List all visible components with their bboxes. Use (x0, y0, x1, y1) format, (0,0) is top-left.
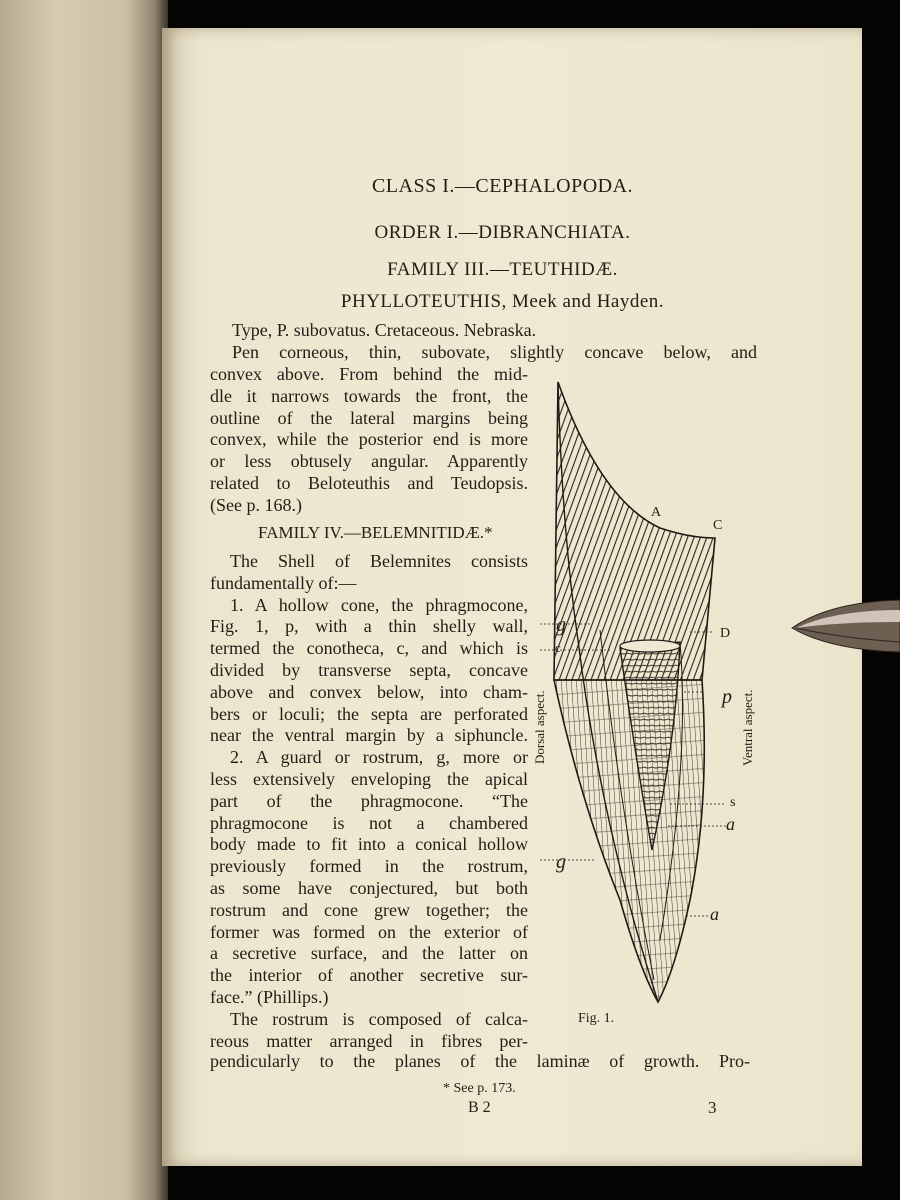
text-line: as some have conjectured, but both (210, 877, 528, 898)
text-line: The rostrum is composed of calca- (230, 1008, 528, 1029)
last-line: pendicularly to the planes of the laminæ of growth. Pro- (210, 1051, 750, 1071)
pen-paragraph (210, 364, 528, 517)
text-line: part of the phragmocone. “The (210, 790, 528, 811)
belemnite-illustration (540, 380, 770, 1020)
left-page-edge (0, 0, 168, 1200)
type-line: Type, P. subovatus. Cretaceous. Nebraska. (232, 320, 537, 340)
text-line: face.” (Phillips.) (210, 986, 329, 1007)
belemnite-figure (540, 380, 770, 1020)
text-line: body made to fit into a conical hollow (210, 834, 528, 855)
dorsal-aspect-label: Dorsal aspect. (532, 690, 547, 764)
figure-label-a-middle: a (726, 814, 735, 834)
class-heading: CLASS I.—CEPHALOPODA. (371, 175, 634, 197)
text-line: phragmocone is not a chambered (210, 812, 528, 833)
page-number: 3 (708, 1098, 717, 1117)
figure-label-a-lower: a (710, 904, 719, 924)
pen-tip-object (790, 598, 900, 654)
text-line: bers or loculi; the septa are perforated (210, 703, 528, 724)
text-line: dle it narrows towards the front, the (210, 385, 528, 406)
text-line: or less obtusely angular. Apparently (210, 451, 528, 472)
text-line: the interior of another secretive sur- (210, 965, 528, 986)
figure-label-p: p (722, 686, 732, 708)
text-line: former was formed on the exterior of (210, 921, 528, 942)
figure-label-g-lower: g (556, 851, 566, 873)
figure-label-c-upper: C (713, 518, 723, 533)
text-line: less extensively enveloping the apical (210, 768, 528, 789)
text-line: fundamentally of:— (210, 572, 357, 593)
family-iv-heading: FAMILY IV.—BELEMNITIDÆ.* (258, 523, 493, 542)
ventral-aspect-label: Ventral aspect. (740, 689, 755, 766)
pen-line-0: Pen corneous, thin, subovate, slightly concave below, and (232, 342, 757, 362)
text-line: reous matter arranged in fibres per- (210, 1030, 528, 1051)
text-line: The Shell of Belemnites consists (230, 551, 528, 571)
text-line: termed the conotheca, c, and which is (210, 638, 528, 659)
figure-label-a-upper: A (651, 505, 662, 520)
text-line: above and convex below, into cham- (210, 681, 528, 702)
text-line: previously formed in the rostrum, (210, 856, 528, 877)
text-line: rostrum and cone grew together; the (210, 899, 528, 920)
figure-label-d: D (720, 626, 731, 641)
figure-caption: Fig. 1. (578, 1011, 615, 1026)
text-line: Fig. 1, p, with a thin shelly wall, (210, 616, 528, 637)
figure-label-c: c (555, 640, 561, 655)
text-line: a secretive surface, and the latter on (210, 943, 528, 964)
signature-mark: B 2 (468, 1099, 491, 1116)
text-line: convex above. From behind the mid- (210, 364, 528, 384)
text-line: near the ventral margin by a siphuncle. (210, 725, 528, 746)
text-line: related to Beloteuthis and Teudopsis. (210, 472, 528, 493)
text-line: divided by transverse septa, concave (210, 659, 528, 680)
footnote: * See p. 173. (443, 1081, 516, 1096)
genus-heading: PHYLLOTEUTHIS, Meek and Hayden. (340, 291, 665, 312)
family-iii-heading: FAMILY III.—TEUTHIDÆ. (387, 259, 618, 280)
order-heading: ORDER I.—DIBRANCHIATA. (374, 222, 631, 243)
figure-label-g-upper: g (556, 614, 566, 636)
figure-label-s: s (730, 795, 736, 810)
text-line: 2. A guard or rostrum, g, more or (230, 747, 528, 768)
text-line: 1. A hollow cone, the phragmocone, (230, 594, 528, 615)
text-line: (See p. 168.) (210, 494, 302, 515)
text-line: outline of the lateral margins being (210, 407, 528, 428)
shell-paragraph (210, 551, 528, 1052)
text-line: convex, while the posterior end is more (210, 429, 528, 450)
